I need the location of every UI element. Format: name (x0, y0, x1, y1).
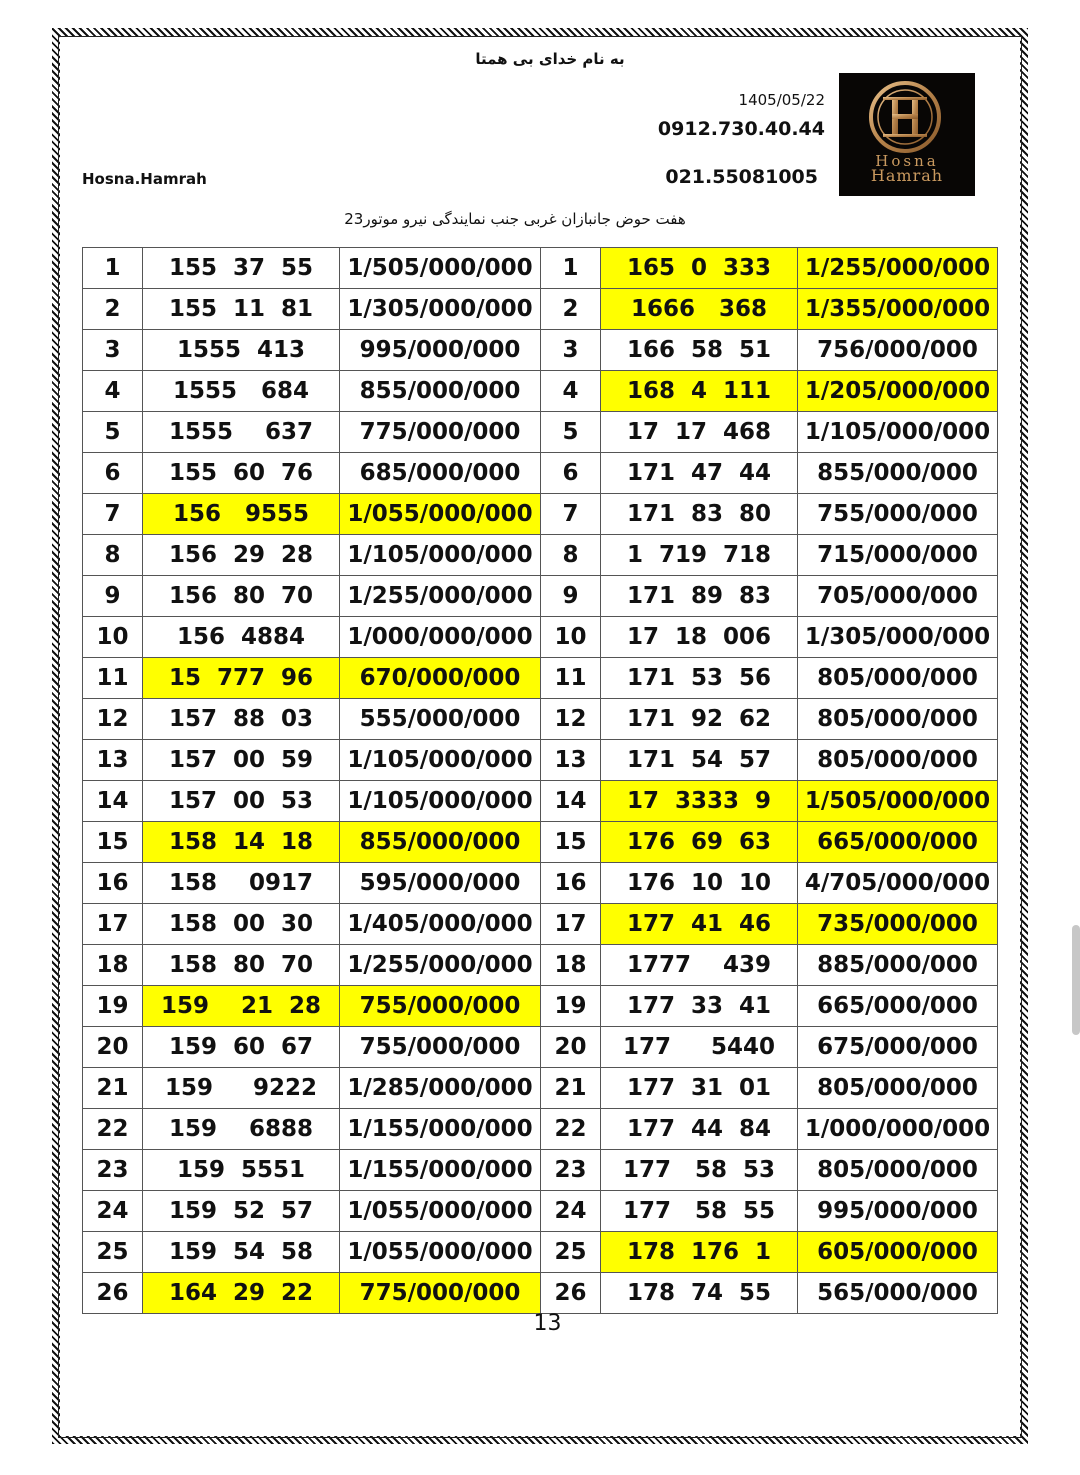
number-cell-right: 177 58 53 (601, 1150, 798, 1191)
table-row (83, 822, 998, 863)
row-index-right: 4 (541, 371, 601, 412)
price-cell-left: 685/000/000 (340, 453, 541, 494)
price-cell-left: 1/105/000/000 (340, 781, 541, 822)
number-cell-left: 155 37 55 (143, 248, 340, 289)
scrollbar-handle[interactable] (1072, 925, 1080, 1035)
price-cell-right: 675/000/000 (798, 1027, 998, 1068)
price-cell-left: 555/000/000 (340, 699, 541, 740)
price-cell-right: 705/000/000 (798, 576, 998, 617)
table-row (83, 1150, 998, 1191)
row-index-right: 7 (541, 494, 601, 535)
number-cell-left: 157 00 53 (143, 781, 340, 822)
number-cell-right: 177 5440 (601, 1027, 798, 1068)
row-index-left: 11 (83, 658, 143, 699)
row-index-right: 3 (541, 330, 601, 371)
number-cell-left: 156 80 70 (143, 576, 340, 617)
table-row (83, 781, 998, 822)
price-cell-right: 715/000/000 (798, 535, 998, 576)
price-cell-right: 605/000/000 (798, 1232, 998, 1273)
row-index-left: 17 (83, 904, 143, 945)
table-row (83, 371, 998, 412)
row-index-right: 5 (541, 412, 601, 453)
table-row (83, 945, 998, 986)
price-cell-right: 805/000/000 (798, 740, 998, 781)
row-index-left: 23 (83, 1150, 143, 1191)
number-cell-right: 178 74 55 (601, 1273, 798, 1314)
number-cell-right: 177 31 01 (601, 1068, 798, 1109)
number-cell-left: 164 29 22 (143, 1273, 340, 1314)
number-cell-left: 156 4884 (143, 617, 340, 658)
row-index-left: 8 (83, 535, 143, 576)
row-index-right: 6 (541, 453, 601, 494)
table-row (83, 289, 998, 330)
hosna-hamrah-logo (839, 73, 975, 196)
price-cell-right: 805/000/000 (798, 1150, 998, 1191)
price-cell-right: 1/505/000/000 (798, 781, 998, 822)
row-index-left: 13 (83, 740, 143, 781)
price-cell-left: 1/255/000/000 (340, 576, 541, 617)
row-index-right: 20 (541, 1027, 601, 1068)
price-cell-right: 885/000/000 (798, 945, 998, 986)
row-index-right: 8 (541, 535, 601, 576)
number-cell-right: 176 69 63 (601, 822, 798, 863)
row-index-right: 14 (541, 781, 601, 822)
price-cell-left: 595/000/000 (340, 863, 541, 904)
table-row (83, 1232, 998, 1273)
row-index-right: 21 (541, 1068, 601, 1109)
number-cell-left: 158 00 30 (143, 904, 340, 945)
page-number: 13 (533, 1311, 562, 1336)
table-row (83, 1109, 998, 1150)
number-cell-right: 1666 368 (601, 289, 798, 330)
price-cell-right: 565/000/000 (798, 1273, 998, 1314)
number-cell-left: 159 5551 (143, 1150, 340, 1191)
row-index-right: 25 (541, 1232, 601, 1273)
row-index-right: 24 (541, 1191, 601, 1232)
row-index-right: 11 (541, 658, 601, 699)
row-index-left: 15 (83, 822, 143, 863)
price-cell-right: 1/305/000/000 (798, 617, 998, 658)
row-index-left: 19 (83, 986, 143, 1027)
mobile-number: 0912.730.40.44 (657, 118, 825, 140)
price-cell-left: 1/055/000/000 (340, 1232, 541, 1273)
table-row (83, 1191, 998, 1232)
number-cell-left: 159 9222 (143, 1068, 340, 1109)
row-index-left: 6 (83, 453, 143, 494)
number-cell-left: 1555 684 (143, 371, 340, 412)
price-cell-right: 756/000/000 (798, 330, 998, 371)
row-index-right: 10 (541, 617, 601, 658)
table-row (83, 1068, 998, 1109)
table-row (83, 453, 998, 494)
row-index-left: 22 (83, 1109, 143, 1150)
table-row (83, 1273, 998, 1314)
row-index-left: 20 (83, 1027, 143, 1068)
price-cell-left: 775/000/000 (340, 412, 541, 453)
bismillah-heading: به نام خدای بی همتا (475, 50, 625, 68)
table-row (83, 986, 998, 1027)
number-cell-right: 17 3333 9 (601, 781, 798, 822)
price-cell-right: 1/000/000/000 (798, 1109, 998, 1150)
price-cell-right: 855/000/000 (798, 453, 998, 494)
row-index-left: 7 (83, 494, 143, 535)
number-cell-right: 176 10 10 (601, 863, 798, 904)
number-cell-right: 171 47 44 (601, 453, 798, 494)
number-cell-left: 159 21 28 (143, 986, 340, 1027)
row-index-right: 22 (541, 1109, 601, 1150)
row-index-right: 1 (541, 248, 601, 289)
number-cell-right: 165 0 333 (601, 248, 798, 289)
number-cell-right: 177 44 84 (601, 1109, 798, 1150)
row-index-left: 10 (83, 617, 143, 658)
number-cell-left: 159 6888 (143, 1109, 340, 1150)
price-cell-right: 805/000/000 (798, 1068, 998, 1109)
row-index-left: 5 (83, 412, 143, 453)
number-cell-left: 155 60 76 (143, 453, 340, 494)
price-cell-right: 4/705/000/000 (798, 863, 998, 904)
row-index-right: 13 (541, 740, 601, 781)
table-row (83, 412, 998, 453)
number-cell-right: 178 176 1 (601, 1232, 798, 1273)
price-cell-left: 755/000/000 (340, 986, 541, 1027)
row-index-right: 18 (541, 945, 601, 986)
number-cell-left: 1555 413 (143, 330, 340, 371)
price-cell-left: 670/000/000 (340, 658, 541, 699)
number-cell-right: 17 17 468 (601, 412, 798, 453)
price-cell-right: 1/105/000/000 (798, 412, 998, 453)
price-cell-right: 755/000/000 (798, 494, 998, 535)
number-cell-right: 1 719 718 (601, 535, 798, 576)
price-cell-left: 775/000/000 (340, 1273, 541, 1314)
number-cell-right: 177 58 55 (601, 1191, 798, 1232)
number-cell-left: 159 52 57 (143, 1191, 340, 1232)
price-cell-right: 805/000/000 (798, 658, 998, 699)
number-cell-left: 158 80 70 (143, 945, 340, 986)
number-cell-right: 177 41 46 (601, 904, 798, 945)
number-cell-left: 158 0917 (143, 863, 340, 904)
price-cell-right: 665/000/000 (798, 822, 998, 863)
price-cell-left: 855/000/000 (340, 822, 541, 863)
row-index-right: 9 (541, 576, 601, 617)
price-cell-left: 1/505/000/000 (340, 248, 541, 289)
row-index-right: 23 (541, 1150, 601, 1191)
row-index-right: 15 (541, 822, 601, 863)
row-index-left: 25 (83, 1232, 143, 1273)
number-cell-left: 15 777 96 (143, 658, 340, 699)
price-cell-left: 1/405/000/000 (340, 904, 541, 945)
row-index-left: 9 (83, 576, 143, 617)
table-row (83, 617, 998, 658)
row-index-left: 21 (83, 1068, 143, 1109)
table-row (83, 1027, 998, 1068)
number-cell-left: 159 54 58 (143, 1232, 340, 1273)
row-index-right: 17 (541, 904, 601, 945)
number-cell-right: 171 89 83 (601, 576, 798, 617)
table-row (83, 904, 998, 945)
number-cell-right: 168 4 111 (601, 371, 798, 412)
price-cell-left: 855/000/000 (340, 371, 541, 412)
logo-text-hamrah: Hamrah (870, 166, 944, 185)
number-cell-left: 158 14 18 (143, 822, 340, 863)
number-cell-right: 171 54 57 (601, 740, 798, 781)
logo-text-hosna: Hosna (875, 152, 939, 170)
price-cell-left: 1/055/000/000 (340, 1191, 541, 1232)
number-cell-right: 17 18 006 (601, 617, 798, 658)
price-cell-right: 1/255/000/000 (798, 248, 998, 289)
row-index-right: 16 (541, 863, 601, 904)
price-cell-left: 1/155/000/000 (340, 1109, 541, 1150)
price-cell-right: 995/000/000 (798, 1191, 998, 1232)
number-cell-left: 1555 637 (143, 412, 340, 453)
row-index-left: 18 (83, 945, 143, 986)
price-cell-left: 1/105/000/000 (340, 740, 541, 781)
number-cell-right: 1777 439 (601, 945, 798, 986)
row-index-right: 2 (541, 289, 601, 330)
number-cell-right: 171 83 80 (601, 494, 798, 535)
number-cell-right: 177 33 41 (601, 986, 798, 1027)
number-cell-right: 171 53 56 (601, 658, 798, 699)
row-index-right: 26 (541, 1273, 601, 1314)
price-cell-left: 995/000/000 (340, 330, 541, 371)
table-row (83, 330, 998, 371)
price-cell-left: 1/000/000/000 (340, 617, 541, 658)
row-index-right: 19 (541, 986, 601, 1027)
price-cell-left: 755/000/000 (340, 1027, 541, 1068)
row-index-left: 24 (83, 1191, 143, 1232)
price-cell-left: 1/105/000/000 (340, 535, 541, 576)
address-subtitle: هفت حوض جانبازان غربی جنب نمایندگی نیرو موتور23 (344, 210, 686, 228)
number-cell-left: 157 00 59 (143, 740, 340, 781)
row-index-right: 12 (541, 699, 601, 740)
row-index-left: 26 (83, 1273, 143, 1314)
price-cell-left: 1/155/000/000 (340, 1150, 541, 1191)
row-index-left: 4 (83, 371, 143, 412)
price-cell-right: 665/000/000 (798, 986, 998, 1027)
number-cell-left: 159 60 67 (143, 1027, 340, 1068)
table-row (83, 535, 998, 576)
table-row (83, 658, 998, 699)
row-index-left: 14 (83, 781, 143, 822)
row-index-left: 2 (83, 289, 143, 330)
price-cell-right: 735/000/000 (798, 904, 998, 945)
row-index-left: 3 (83, 330, 143, 371)
price-cell-right: 1/355/000/000 (798, 289, 998, 330)
number-cell-right: 171 92 62 (601, 699, 798, 740)
row-index-left: 1 (83, 248, 143, 289)
price-cell-left: 1/305/000/000 (340, 289, 541, 330)
document-date: 1405/05/22 (738, 91, 825, 109)
brand-name: Hosna.Hamrah (82, 170, 207, 188)
price-cell-left: 1/055/000/000 (340, 494, 541, 535)
landline-number: 021.55081005 (665, 166, 818, 188)
number-cell-right: 166 58 51 (601, 330, 798, 371)
price-cell-right: 1/205/000/000 (798, 371, 998, 412)
number-cell-left: 155 11 81 (143, 289, 340, 330)
row-index-left: 12 (83, 699, 143, 740)
table-row (83, 576, 998, 617)
table-row (83, 699, 998, 740)
table-row (83, 494, 998, 535)
plate-price-table (82, 247, 998, 1314)
row-index-left: 16 (83, 863, 143, 904)
number-cell-left: 156 9555 (143, 494, 340, 535)
number-cell-left: 156 29 28 (143, 535, 340, 576)
table-row (83, 248, 998, 289)
table-row (83, 863, 998, 904)
price-cell-left: 1/255/000/000 (340, 945, 541, 986)
price-cell-left: 1/285/000/000 (340, 1068, 541, 1109)
price-cell-right: 805/000/000 (798, 699, 998, 740)
table-row (83, 740, 998, 781)
number-cell-left: 157 88 03 (143, 699, 340, 740)
